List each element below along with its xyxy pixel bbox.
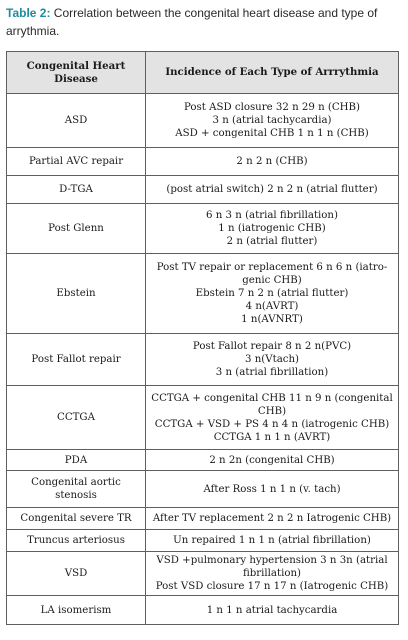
header-incidence: Incidence of Each Type of Arrrythmia xyxy=(146,52,399,94)
table-row xyxy=(7,450,399,471)
disease-cell: ASD xyxy=(7,94,146,148)
disease-cell: LA isomerism xyxy=(7,596,146,625)
table-row xyxy=(7,386,399,450)
incidence-cell: 6 n 3 n (atrial fibrillation) 1 n (iatrogenic CHB) 2 n (atrial flutter) xyxy=(146,204,399,254)
incidence-cell: Post ASD closure 32 n 29 n (CHB) 3 n (atrial tachycardia) ASD + congenital CHB 1 n 1 n (CHB) xyxy=(146,94,399,148)
disease-cell: Ebstein xyxy=(7,254,146,334)
incidence-cell: (post atrial switch) 2 n 2 n (atrial flutter) xyxy=(146,176,399,204)
disease-cell: D-TGA xyxy=(7,176,146,204)
table-row xyxy=(7,552,399,596)
table-row xyxy=(7,148,399,176)
incidence-cell: CCTGA + congenital CHB 11 n 9 n (congenital CHB) CCTGA + VSD + PS 4 n 4 n (iatrogenic CHB) CCTGA 1 n 1 n (AVRT) xyxy=(146,386,399,450)
incidence-cell: After Ross 1 n 1 n (v. tach) xyxy=(146,471,399,508)
disease-cell: Congenital severe TR xyxy=(7,508,146,530)
disease-cell: Partial AVC repair xyxy=(7,148,146,176)
table-header-row xyxy=(7,52,399,94)
caption-text: Correlation between the congenital heart disease and type of arrythmia. xyxy=(6,6,378,38)
incidence-cell: Un repaired 1 n 1 n (atrial fibrillation) xyxy=(146,530,399,552)
incidence-cell: Post TV repair or replacement 6 n 6 n (iatro-genic CHB) Ebstein 7 n 2 n (atrial flutter) 4 n(AVRT) 1 n(AVNRT) xyxy=(146,254,399,334)
table-row xyxy=(7,596,399,625)
table-caption xyxy=(6,4,402,40)
table-row xyxy=(7,204,399,254)
table-row xyxy=(7,254,399,334)
disease-cell: VSD xyxy=(7,552,146,596)
disease-cell: Truncus arteriosus xyxy=(7,530,146,552)
table-row xyxy=(7,508,399,530)
correlation-table xyxy=(6,51,399,625)
incidence-cell: Post Fallot repair 8 n 2 n(PVC) 3 n(Vtach) 3 n (atrial fibrillation) xyxy=(146,334,399,386)
incidence-cell: 2 n 2 n (CHB) xyxy=(146,148,399,176)
header-disease: Congenital Heart Disease xyxy=(7,52,146,94)
table-row xyxy=(7,530,399,552)
disease-cell: CCTGA xyxy=(7,386,146,450)
disease-cell: Post Fallot repair xyxy=(7,334,146,386)
table-row xyxy=(7,334,399,386)
incidence-cell: 1 n 1 n atrial tachycardia xyxy=(146,596,399,625)
incidence-cell: After TV replacement 2 n 2 n Iatrogenic CHB) xyxy=(146,508,399,530)
incidence-cell: 2 n 2n (congenital CHB) xyxy=(146,450,399,471)
disease-cell: Post Glenn xyxy=(7,204,146,254)
disease-cell: PDA xyxy=(7,450,146,471)
disease-cell: Congenital aortic stenosis xyxy=(7,471,146,508)
incidence-cell: VSD +pulmonary hypertension 3 n 3n (atrial fibrillation) Post VSD closure 17 n 17 n (Iatrogenic CHB) xyxy=(146,552,399,596)
table-row xyxy=(7,471,399,508)
caption-label: Table 2: xyxy=(6,6,51,20)
table-row xyxy=(7,176,399,204)
table-row xyxy=(7,94,399,148)
